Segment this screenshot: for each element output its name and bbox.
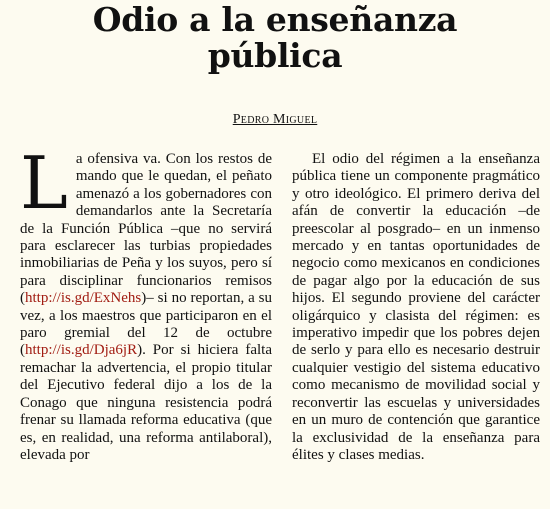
link-dja6jr[interactable]: http://is.gd/Dja6jR: [25, 342, 138, 359]
left-column: [20, 141, 272, 464]
left-text-3: ). Por si hiciera falta remachar la advertencia, el propio titular del Ejecutivo federal dijo a los de la Conago que ninguna resistencia podrá frenar su llamada reforma educativa (que es, en realidad, una reforma antilaboral), elevada por: [20, 342, 272, 463]
author-name: Pedro Miguel: [232, 112, 318, 127]
link-exnehs[interactable]: http://is.gd/ExNehs: [25, 290, 142, 307]
drop-cap: L: [20, 141, 68, 225]
left-paragraph: [20, 141, 272, 464]
article-title-line-1: Odio a la enseñanza: [92, 0, 458, 39]
right-paragraph: El odio del régimen a la enseñanza pública tiene un componente pragmático y otro ideológico. El primero deriva del afán de convertir la educación –de preescolar al posgrado– en un inmenso mercado y en tantas oportunidades de negocio como mexicanos en condiciones de pagar algo por la educación de sus hijos. El segundo proviene del carácter oligárquico y clasista del régimen: es imperativo impedir que los pobres dejen de serlo y para ello es necesario destruir cualquier vestigio del sistema educativo como mecanismo de movilidad social y reconvertir las escuelas y universidades en un muro de contención que garantice la exclusividad de la enseñanza para élites y clases medias.: [292, 151, 540, 463]
left-text-1: a ofensiva va. Con los restos de mando que le quedan, el peñato amenazó a los gobernadores con demandarlos ante la Secretaría de la Función Pública –que no servirá para esclarecer las turbias propiedades inmobiliarias de Peña y los suyos, pero sí para disciplinar funcionarios remisos (: [20, 151, 272, 307]
left-text-2: )– si no reportan, a su vez, a los maestros que participaron en el paro gremial del 12 de octubre (: [20, 290, 272, 359]
right-column: [292, 151, 540, 464]
article-title: [0, 2, 550, 74]
byline: [0, 112, 550, 128]
article-title-line-2: pública: [207, 36, 343, 75]
